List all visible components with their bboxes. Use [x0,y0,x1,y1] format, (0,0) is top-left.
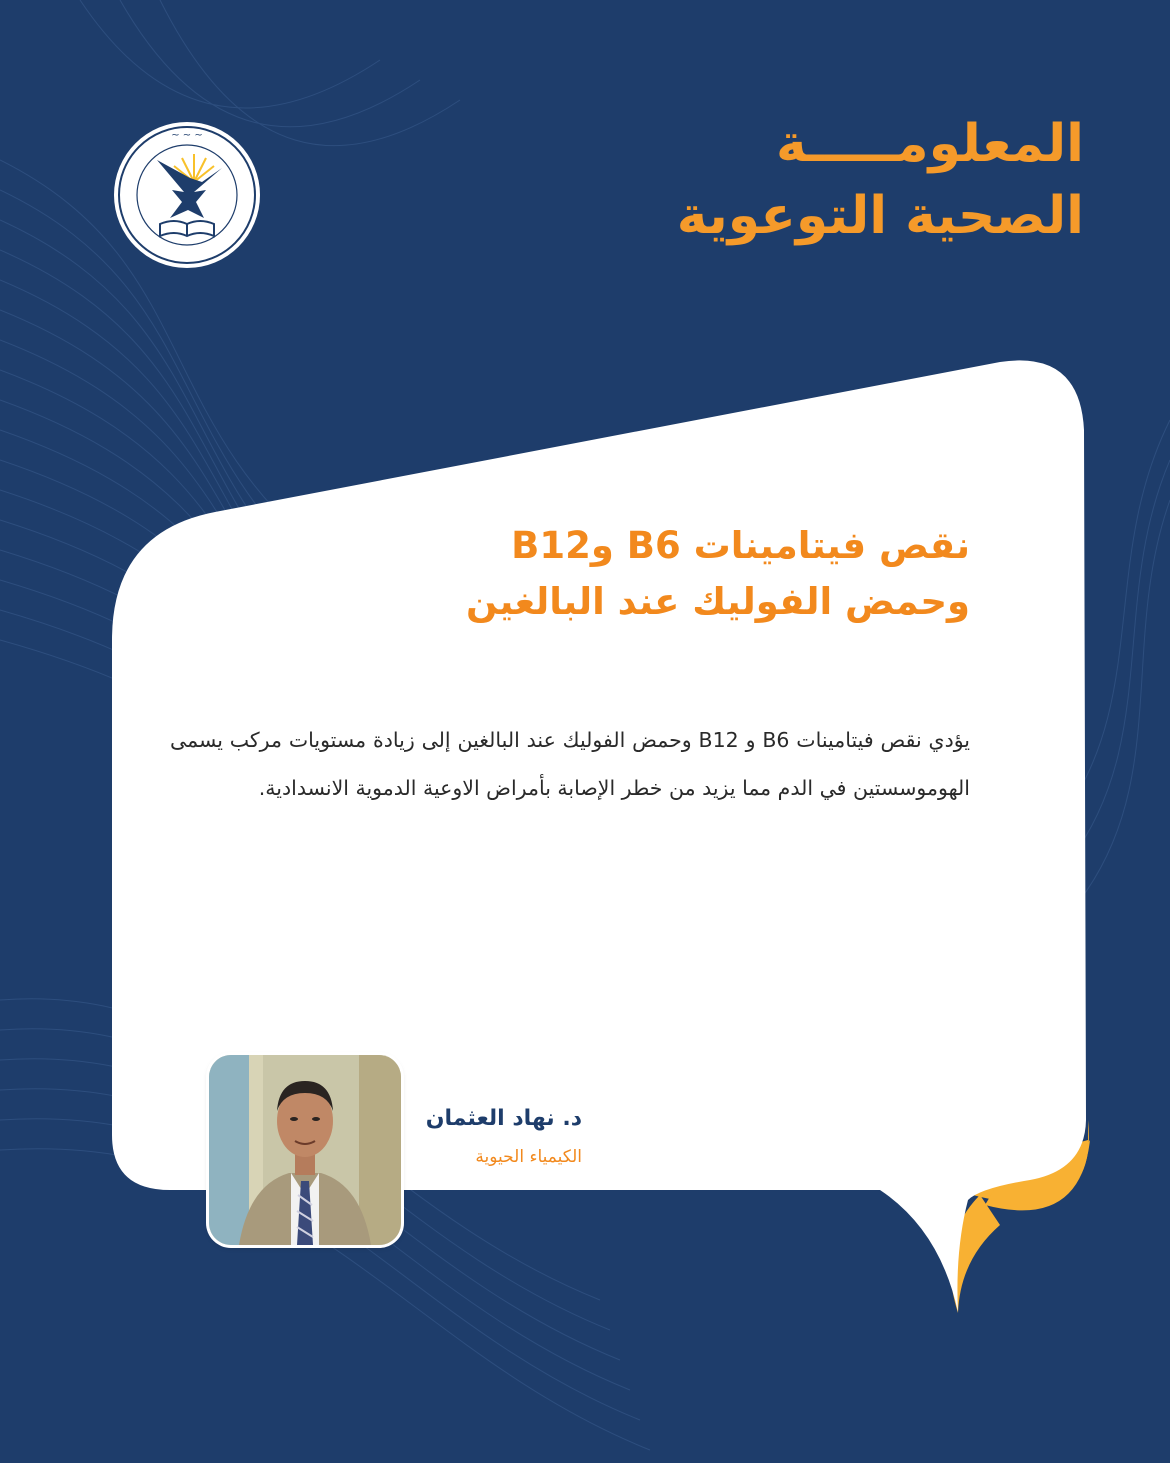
author-role: الكيمياء الحيوية [475,1147,582,1167]
article-body: يؤدي نقص فيتامينات B6 و B12 وحمض الفوليك عند البالغين إلى زيادة مستويات مركب يسمى الهوموسستين في الدم مما يزيد من خطر الإصابة بأمراض الاوعية الدموية الانسدادية. [170,728,970,800]
author-photo [209,1055,401,1245]
header-title-line1: المعلومـــــة [776,114,1084,174]
author-portrait [209,1055,401,1245]
logo-text: ~ ~ ~ [171,130,203,141]
article-title-line2: وحمض الفوليك عند البالغين [466,580,970,623]
article-title [270,518,970,630]
author-name: د. نهاد العثمان [425,1106,582,1131]
article-title-line1: نقص فيتامينات B6 وB12 [511,524,970,567]
header-title-line2: الصحية التوعوية [676,186,1084,246]
